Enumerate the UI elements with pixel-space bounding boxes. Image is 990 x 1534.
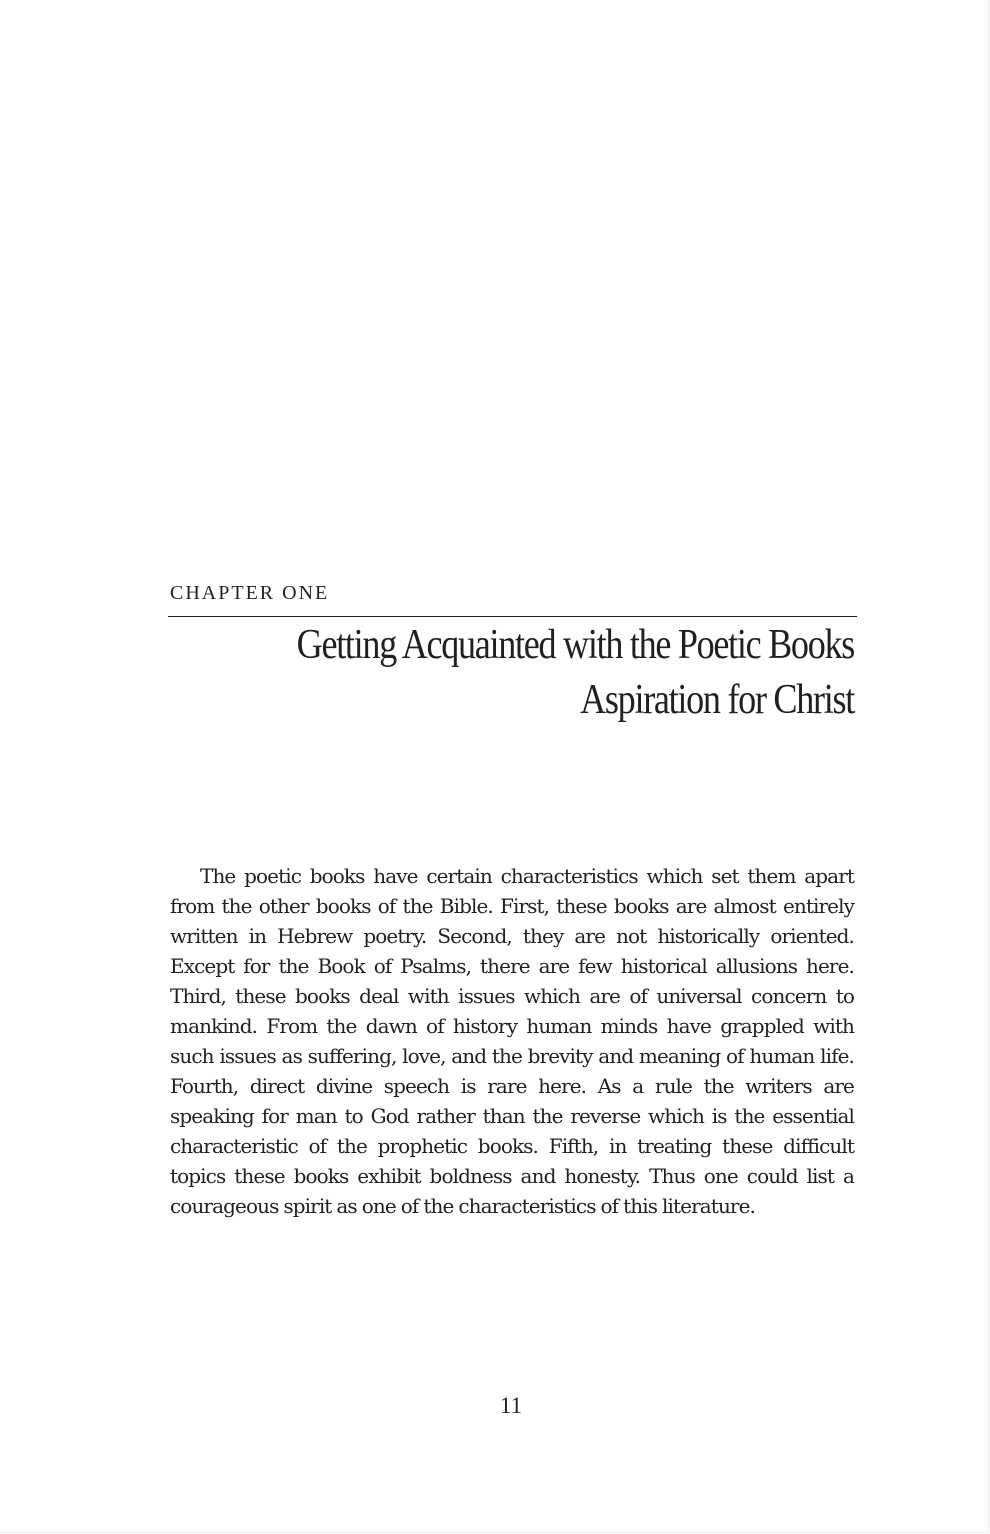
chapter-label: CHAPTER ONE [170,582,330,604]
chapter-title [264,618,854,728]
body-paragraph: The poetic books have certain characteristics which set them apart from the other books of the Bible. First, these books are almost entirely written in Hebrew poetry. Second, they are not historically oriented. Except for the Book of Psalms, there are few historical allusions here. Third, these books deal with issues which are of universal concern to mankind. From the dawn of history human minds have grappled with such issues as suffering, love, and the brevity and meaning of human life. Fourth, direct divine speech is rare here. As a rule the writers are speaking for man to God rather than the reverse which is the essential characteristic of the prophetic books. Fifth, in treating these difficult topics these books exhibit boldness and honesty. Thus one could list a courageous spirit as one of the characteristics of this literature. [170,864,854,1218]
page-number: 11 [499,1393,523,1418]
chapter-title-line-2: Aspiration for Christ [580,677,854,723]
chapter-title-line-1: Getting Acquainted with the Poetic Books [296,622,854,668]
chapter-divider [168,616,857,617]
